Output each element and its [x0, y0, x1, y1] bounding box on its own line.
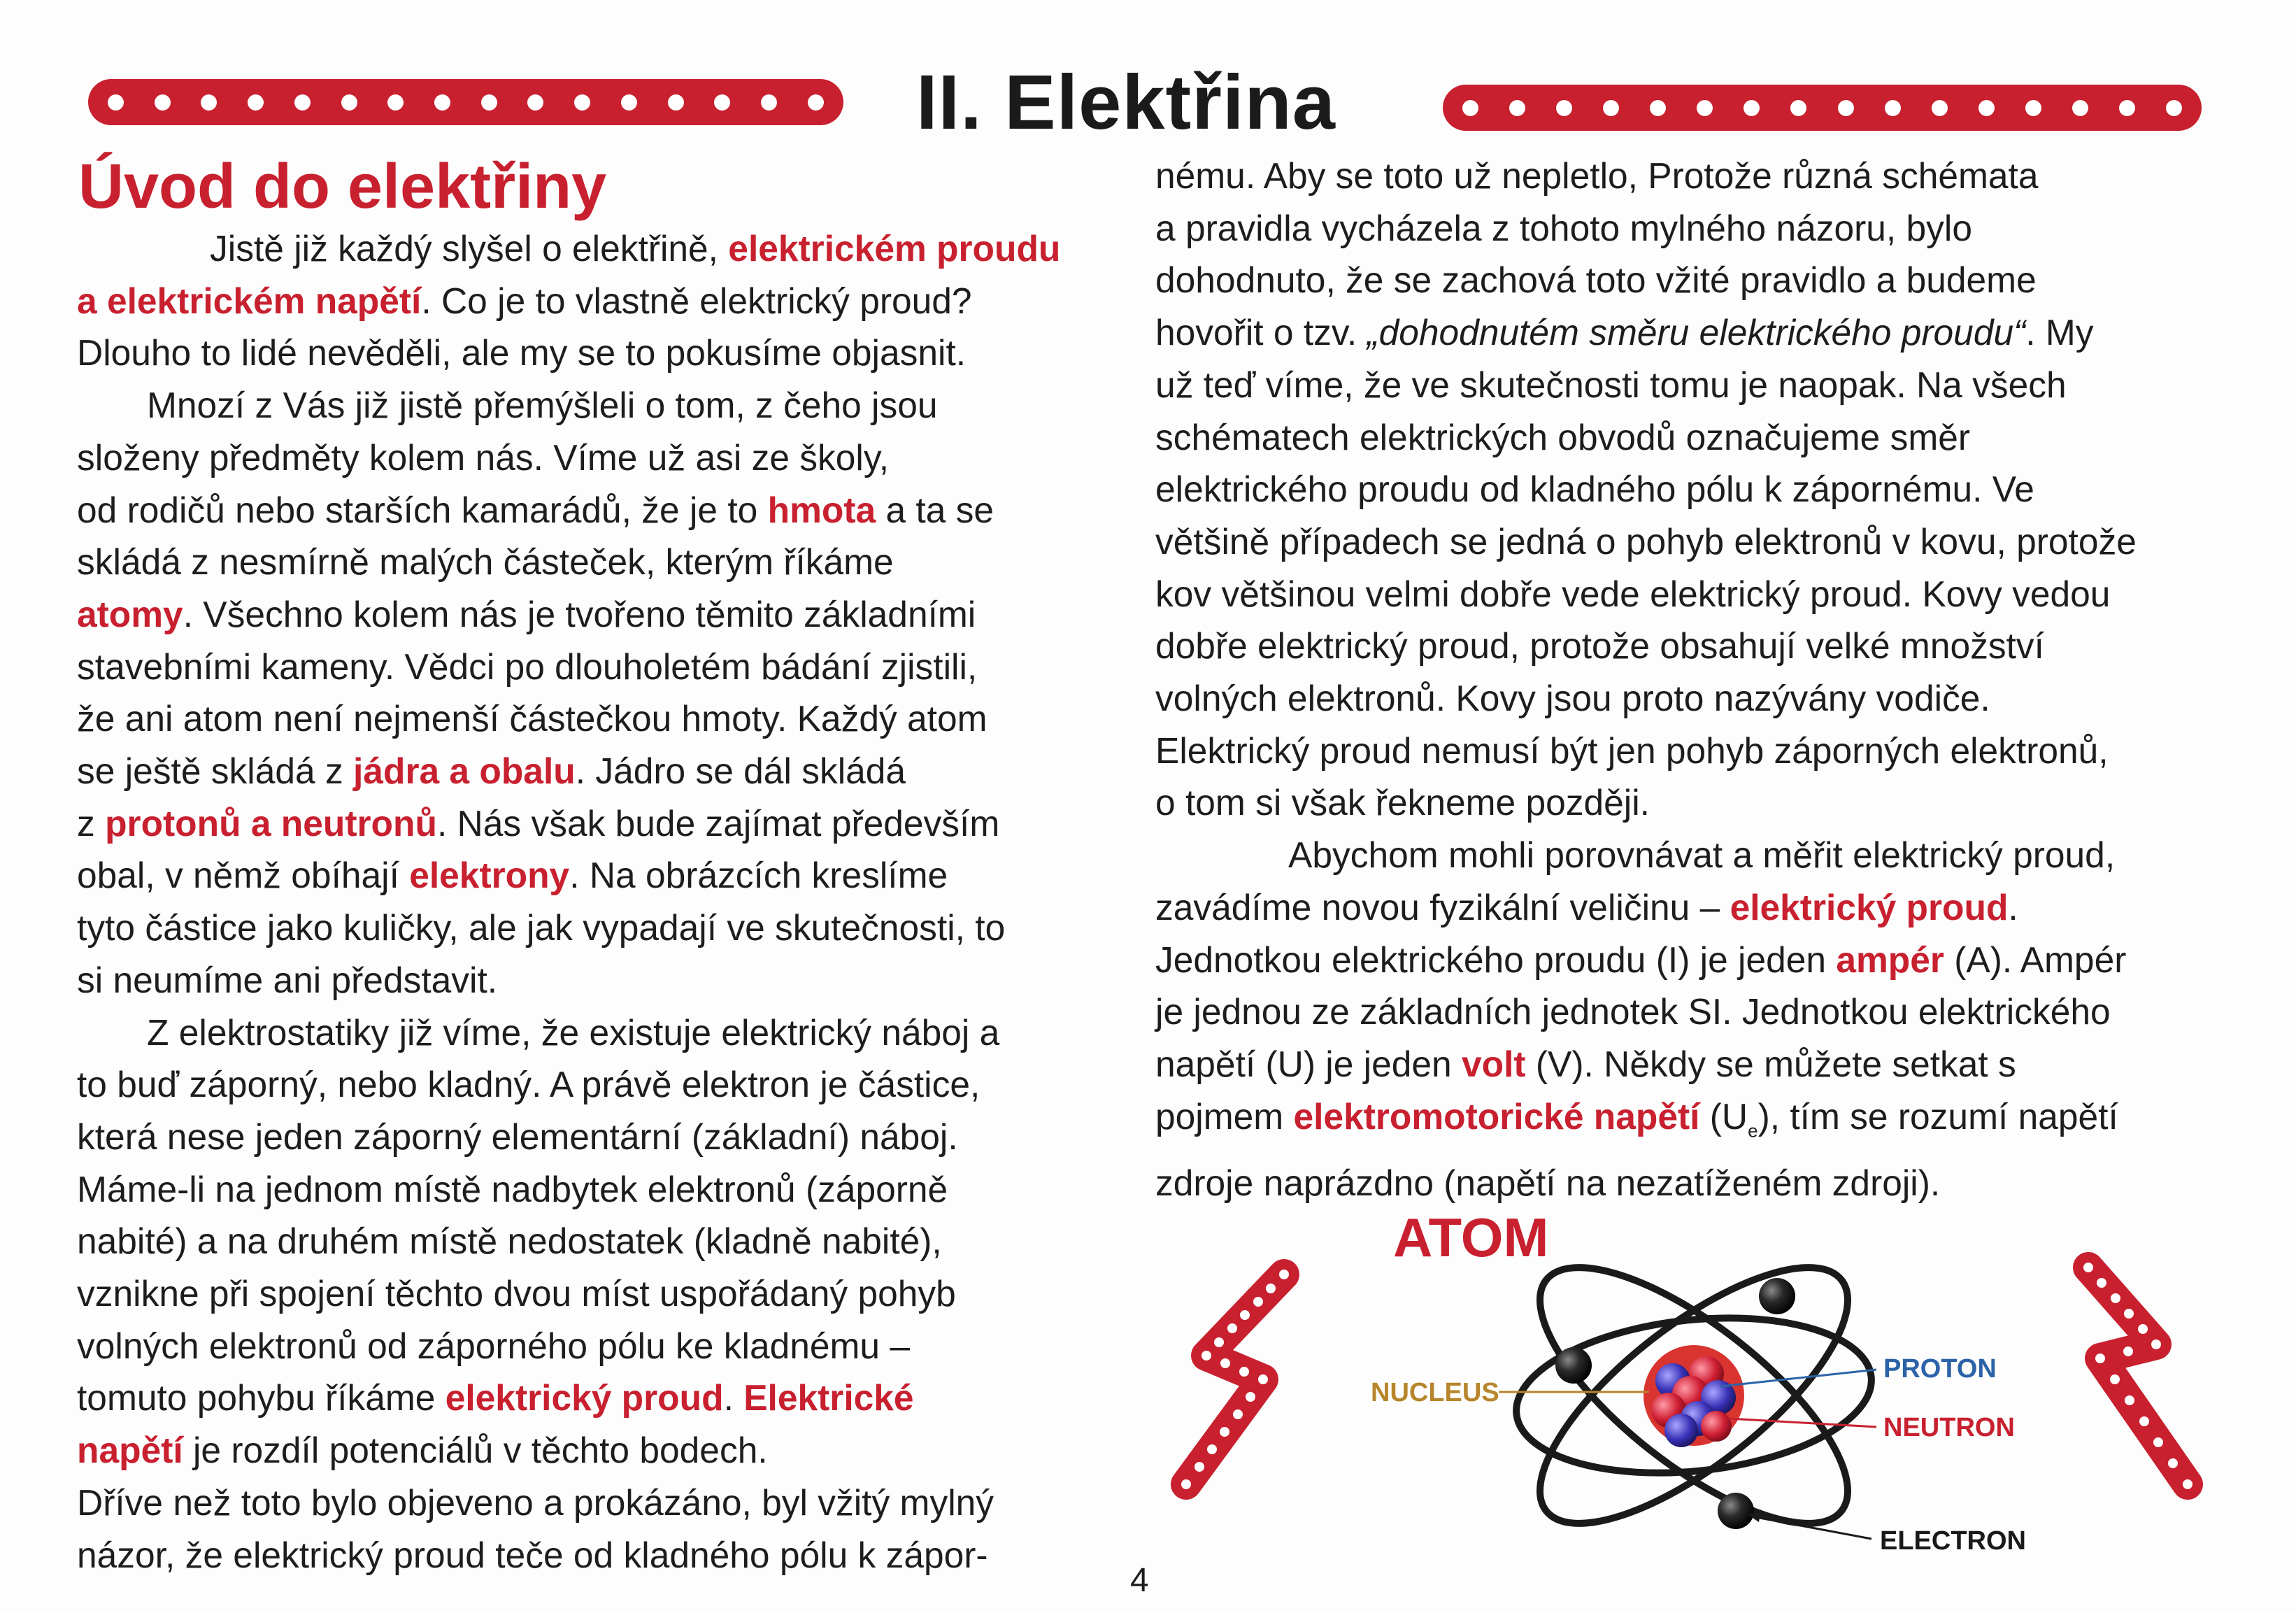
atom-title: ATOM [1393, 1207, 1549, 1268]
highlight-term: napětí [77, 1430, 183, 1471]
italic-term: „dohodnutém směru elektrického proudu“ [1367, 312, 2026, 353]
highlight-term: elektrický proud [445, 1377, 724, 1419]
paragraph-matter: Mnozí z Vás již jistě přemýšleli o tom, z čeho jsou složeny předměty kolem nás. Víme už asi ze školy, od rodičů nebo starších kamarádů, že je to hmota a ta se skládá z nesmírně malých částeček, kterým říkáme atomy. Všechno kolem nás je tvořeno těmito základními stavebními kameny. Vědci po dlouholetém bádání zjistili, že ani atom není nejmenší částečkou hmoty. Každý atom se ještě skládá z jádra a obalu. Jádro se dál skládá z protonů a neutronů. Nás však bude zajímat především obal, v němž obíhají elektrony. Na obrázcích kreslíme tyto částice jako kuličky, ale jak vypadají ve skutečnosti, to si neumíme ani představit. [77, 385, 1006, 1000]
left-lightning-bolt-strip-icon [1181, 1270, 1289, 1489]
paragraph-electrostatics: Z elektrostatiky již víme, že existuje elektrický náboj a to buď záporný, nebo kladný. A právě elektron je částice, která nese jeden záporný elementární (základní) náboj. Máme-li na jednom místě nadbytek elektronů (záporně nabité) a na druhém místě nedostatek (kladně nabité), vznikne při spojení těchto dvou míst uspořádaný pohyb volných elektronů od záporného pólu ke kladnému – tomuto pohybu říkáme elektrický proud. Elektrické napětí je rozdíl potenciálů v těchto bodech. [77, 1011, 1000, 1471]
chapter-title: II. Elektřina [916, 59, 1336, 145]
nucleus [1643, 1345, 1744, 1447]
highlight-term: elektromotorické napětí [1293, 1095, 1700, 1137]
electron-label: ELECTRON [1880, 1526, 2026, 1556]
page-number: 4 [1130, 1562, 1149, 1599]
paragraph-history: Dříve než toto bylo objeveno a prokázáno, byl vžitý mylný názor, že elektrický proud teče od kladného pólu k zápor- [77, 1481, 994, 1575]
proton-label: PROTON [1883, 1354, 1997, 1384]
subscript: e [1748, 1119, 1758, 1141]
highlight-term: ampér [1836, 939, 1944, 980]
highlight-term: volt [1462, 1043, 1526, 1084]
nucleus-label: NUCLEUS [1371, 1378, 1499, 1407]
paragraph-units: Abychom mohli porovnávat a měřit elektrický proud, zavádíme novou fyzikální veličinu – elektrický proud. Jednotkou elektrického proudu (I) je jeden ampér (A). Ampér je jednou ze základních jednotek SI. Jednotkou elektrického napětí (U) je jeden volt (V). Někdy se můžete setkat s pojmem elektromotorické napětí $(U_e)$, tím se rozumí napětí zdroje naprázdno (napětí na nezatíženém zdroji). [1155, 834, 2127, 1203]
highlight-term: protonů a neutronů [105, 802, 437, 844]
highlight-term: elektrickém proudu [728, 228, 1061, 269]
highlight-term: jádra a obalu [353, 751, 576, 792]
paragraph-intro: Jistě již každý slyšel o elektřině, elektrickém proudu a elektrickém napětí. Co je to vlastně elektrický proud? Dlouho to lidé nevěděli, ale my se to pokusíme objasnit. [77, 228, 1061, 374]
highlight-term: elektrický proud [1730, 886, 2009, 928]
highlight-term: atomy [77, 593, 183, 634]
highlight-term: a elektrickém napětí [77, 280, 422, 321]
paragraph-convention: nému. Aby se toto už nepletlo, Protože různá schémata a pravidla vycházela z tohoto mylného názoru, bylo dohodnuto, že se zachová toto vžité pravidlo a budeme hovořit o tzv. „dohodnutém směru elektrického proudu“. My už teď víme, že ve skutečnosti tomu je naopak. Na všech schématech elektrických obvodů označujeme směr elektrického proudu od kladného pólu k zápornému. Ve většině případech se jedná o pohyb elektronů v kovu, protože kov většinou velmi dobře vede elektrický proud. Kovy vedou dobře elektrický proud, protože obsahují velké množství volných elektronů. Kovy jsou proto nazývány vodiče. Elektrický proud nemusí být jen pohyb záporných elektronů, o tom si však řekneme později. [1155, 155, 2137, 823]
highlight-term: hmota [767, 489, 876, 530]
neutron-label: NEUTRON [1883, 1413, 2015, 1442]
highlight-term: elektrony [409, 855, 570, 896]
section-heading: Úvod do elektřiny [78, 152, 607, 222]
highlight-term: Elektrické [743, 1377, 914, 1419]
right-lightning-bolt-strip-icon [2083, 1263, 2192, 1489]
